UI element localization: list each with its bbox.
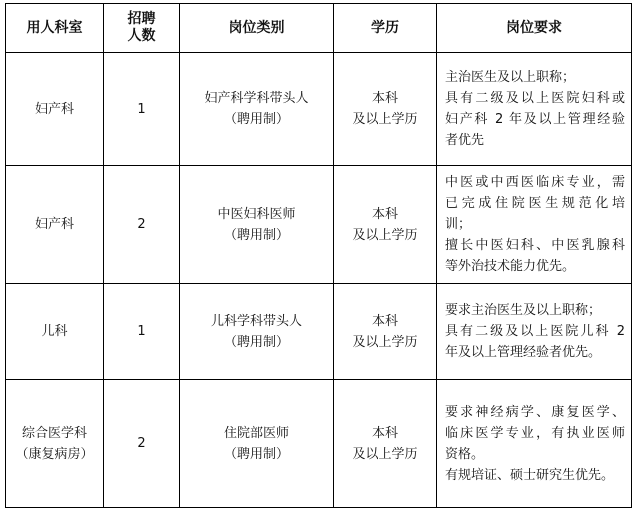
requirement-line: 擅长中医妇科、中医乳腺科 (445, 238, 625, 253)
requirement-line: 中医或中西医临床专业，需 (445, 175, 625, 190)
category-cell (180, 166, 334, 284)
table-row (6, 284, 632, 380)
requirement-line: 资格。 (445, 446, 485, 462)
education-line: 本科 (371, 206, 398, 222)
category-line: （聘用制） (223, 334, 289, 350)
requirement-line: 要求主治医生及以上职称； (445, 303, 602, 318)
category-cell (180, 284, 334, 380)
education-line: 本科 (371, 425, 398, 441)
category-line: （聘用制） (223, 227, 289, 243)
requirement-line: 已完成住院医生规范化培 (445, 196, 625, 211)
count-cell: 2 (104, 380, 180, 508)
dept-line: 妇产科 (34, 101, 74, 117)
requirement-line: 妇产科 2 年及以上管理经验 (445, 112, 625, 127)
category-line: 妇产科学科带头人 (204, 91, 309, 106)
requirement-line: 主治医生及以上职称； (445, 70, 576, 85)
category-line: （聘用制） (223, 446, 289, 462)
header-count-line2: 人数 (127, 28, 156, 44)
education-cell (334, 380, 437, 508)
education-line: 本科 (371, 91, 398, 106)
education-cell (334, 284, 437, 380)
requirement-line: 具有二级及以上医院儿科 2 (445, 324, 625, 339)
header-education: 学历 (334, 4, 437, 53)
table-row (6, 53, 632, 166)
header-requirements: 岗位要求 (437, 4, 632, 53)
count-cell: 1 (104, 284, 180, 380)
dept-line: （康复病房） (15, 446, 94, 462)
dept-line: 妇产科 (34, 217, 74, 232)
category-cell (180, 53, 334, 166)
dept-cell (6, 53, 104, 166)
requirements-cell (437, 53, 632, 166)
education-line: 及以上学历 (352, 227, 418, 243)
education-line: 及以上学历 (352, 334, 418, 350)
requirements-cell (437, 380, 632, 508)
header-row (6, 4, 632, 53)
requirement-line: 有规培证、硕士研究生优先。 (445, 467, 615, 483)
header-dept: 用人科室 (6, 4, 104, 53)
count-cell: 1 (104, 53, 180, 166)
requirements-cell (437, 284, 632, 380)
requirement-line: 者优先 (445, 133, 485, 148)
table-row (6, 380, 632, 508)
requirement-line: 训； (445, 217, 472, 232)
requirement-line: 要求神经病学、康复医学、 (445, 404, 625, 420)
requirement-line: 具有二级及以上医院妇科或 (445, 91, 625, 106)
education-cell (334, 53, 437, 166)
count-cell: 2 (104, 166, 180, 284)
requirement-line: 临床医学专业，有执业医师 (445, 425, 625, 441)
requirement-line: 等外治技术能力优先。 (445, 259, 576, 274)
category-line: 住院部医师 (223, 425, 289, 441)
requirements-cell (437, 166, 632, 284)
dept-cell (6, 166, 104, 284)
requirement-line: 年及以上管理经验者优先。 (445, 345, 602, 360)
education-cell (334, 166, 437, 284)
dept-cell (6, 284, 104, 380)
header-count-line1: 招聘 (127, 11, 156, 27)
header-category: 岗位类别 (180, 4, 334, 53)
table-row (6, 166, 632, 284)
header-count (104, 4, 180, 53)
dept-line: 综合医学科 (21, 425, 87, 441)
dept-line: 儿科 (41, 324, 68, 339)
category-line: 儿科学科带头人 (210, 313, 302, 329)
category-line: 中医妇科医师 (217, 206, 296, 222)
dept-cell (6, 380, 104, 508)
category-cell (180, 380, 334, 508)
education-line: 及以上学历 (352, 446, 418, 462)
education-line: 及以上学历 (352, 112, 418, 127)
education-line: 本科 (371, 313, 398, 329)
recruitment-table (5, 3, 632, 508)
category-line: （聘用制） (223, 112, 289, 127)
